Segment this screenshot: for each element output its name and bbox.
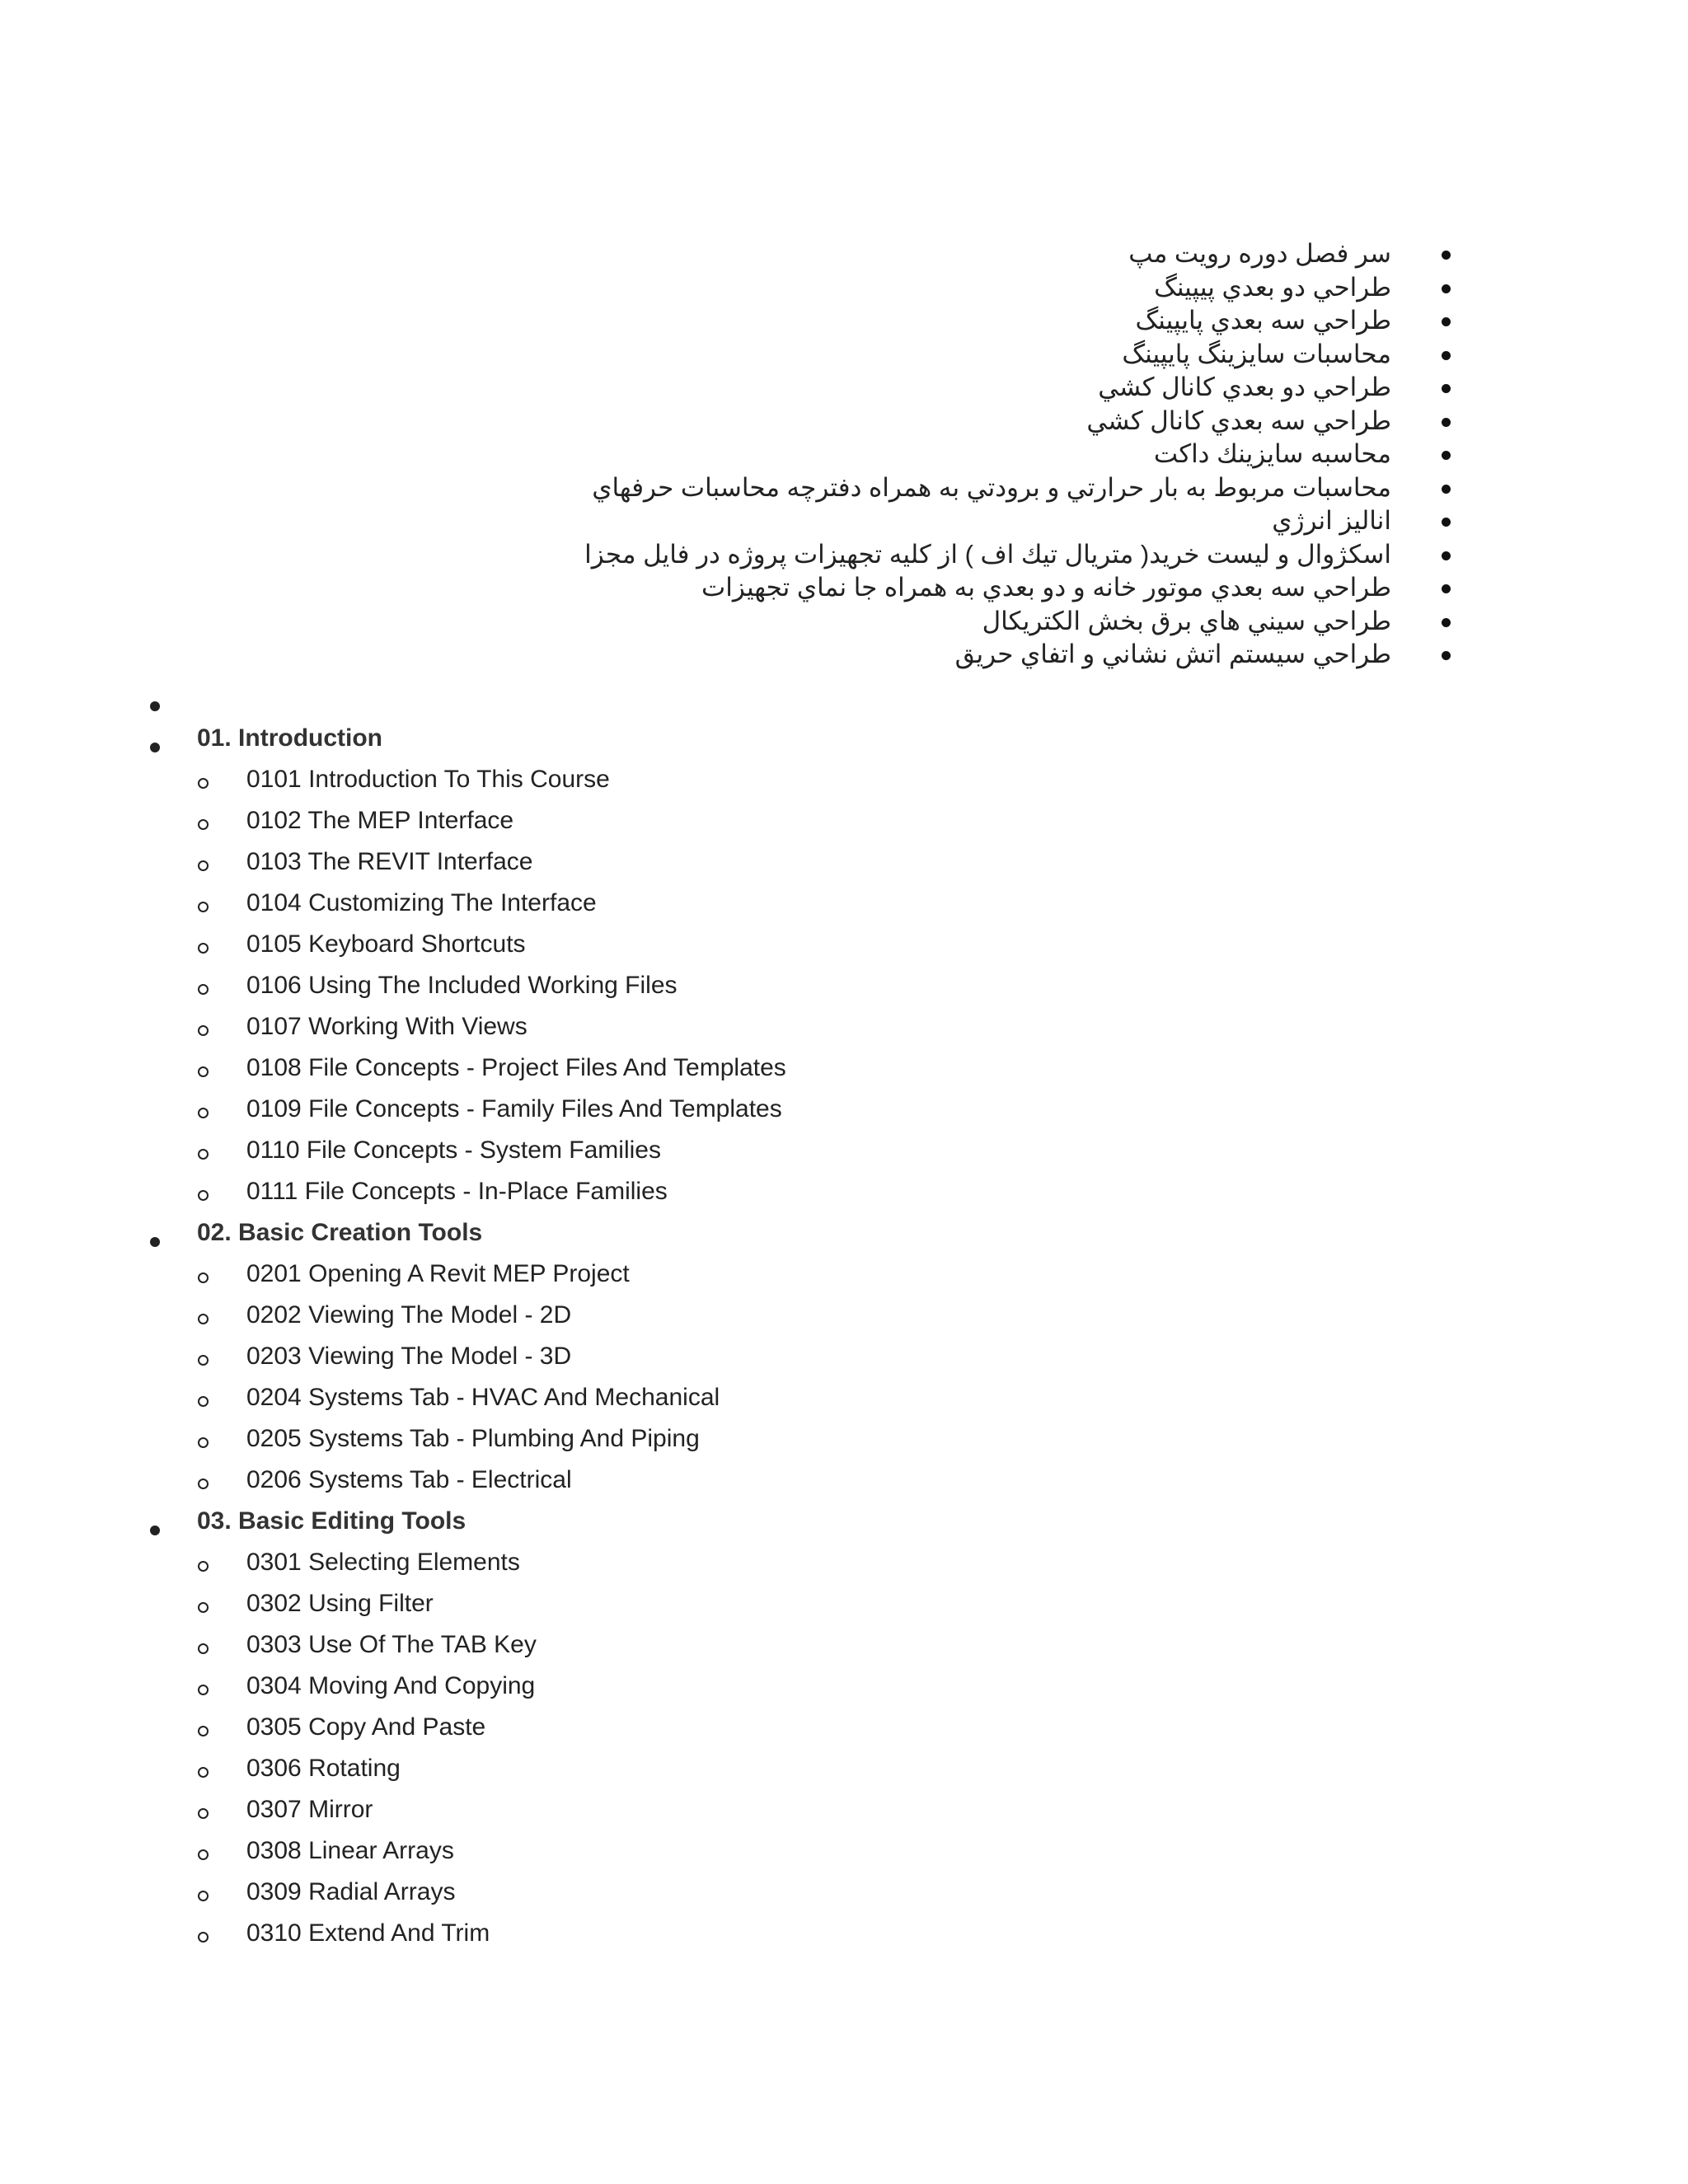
lesson-item (0, 1667, 1154, 1708)
persian-list-item (237, 271, 1391, 305)
hollow-bullet-icon (198, 1849, 209, 1860)
lesson-title: 0105 Keyboard Shortcuts (246, 930, 526, 958)
lesson-title: 0103 The REVIT Interface (246, 848, 533, 875)
bullet-dot-icon (1442, 584, 1451, 593)
course-section (0, 1214, 1154, 1502)
persian-list-item-text: محاسبات سايزينگ پايپينگ (1122, 339, 1391, 368)
lesson-item (0, 761, 1154, 802)
bullet-dot-icon (150, 1526, 160, 1535)
persian-list-item-text: طراحي سيستم اتش نشاني و اتفاي حريق (954, 640, 1391, 668)
persian-list-item-text: طراحي سه بعدي پايپينگ (1135, 306, 1391, 335)
bullet-dot-icon (1442, 284, 1451, 293)
bullet-dot-icon (1442, 618, 1451, 627)
section-title: 01. Introduction (197, 724, 382, 752)
lesson-item (0, 1873, 1154, 1915)
persian-list-item-text: اسكژوال و ليست خريد( متريال تيك اف ) از كليه تجهيزات پروژه در فايل مجزا (584, 539, 1391, 569)
hollow-bullet-icon (198, 943, 209, 954)
lesson-item (0, 1791, 1154, 1832)
lesson-item (0, 1461, 1154, 1502)
lesson-title: 0310 Extend And Trim (246, 1919, 490, 1947)
persian-list-item (237, 438, 1391, 471)
lesson-item (0, 843, 1154, 884)
section-heading (0, 719, 1154, 761)
persian-list-item (237, 338, 1391, 372)
persian-list-item (237, 304, 1391, 338)
hollow-bullet-icon (198, 1726, 209, 1736)
persian-list-item (237, 237, 1391, 271)
persian-list-item (237, 371, 1391, 405)
bullet-dot-icon (1442, 384, 1451, 393)
hollow-bullet-icon (198, 1314, 209, 1324)
hollow-bullet-icon (198, 984, 209, 995)
bullet-dot-icon (1442, 317, 1451, 326)
lesson-title: 0110 File Concepts - System Families (246, 1137, 661, 1164)
section-title: 02. Basic Creation Tools (197, 1219, 483, 1246)
lesson-item (0, 1750, 1154, 1791)
hollow-bullet-icon (198, 1025, 209, 1036)
persian-list-item (237, 638, 1391, 672)
lesson-title: 0205 Systems Tab - Plumbing And Piping (246, 1425, 700, 1452)
lesson-title: 0101 Introduction To This Course (246, 766, 610, 793)
hollow-bullet-icon (198, 860, 209, 871)
lesson-item (0, 1090, 1154, 1132)
hollow-bullet-icon (198, 1561, 209, 1572)
lesson-title: 0305 Copy And Paste (246, 1713, 486, 1741)
lesson-item (0, 884, 1154, 926)
lesson-item (0, 1173, 1154, 1214)
hollow-bullet-icon (198, 1066, 209, 1077)
lesson-item (0, 926, 1154, 967)
bullet-dot-icon (1442, 418, 1451, 427)
lesson-item (0, 1626, 1154, 1667)
hollow-bullet-icon (198, 1437, 209, 1448)
bullet-dot-icon (1442, 518, 1451, 527)
bullet-dot-icon (1442, 351, 1451, 360)
hollow-bullet-icon (198, 1602, 209, 1613)
hollow-bullet-icon (198, 1355, 209, 1366)
bullet-dot-icon (1442, 251, 1451, 260)
section-heading (0, 1214, 1154, 1255)
hollow-bullet-icon (198, 1891, 209, 1901)
bullet-dot-icon (1442, 551, 1451, 560)
lesson-title: 0306 Rotating (246, 1755, 401, 1782)
course-outline (0, 719, 1154, 1956)
hollow-bullet-icon (198, 819, 209, 830)
lesson-item (0, 1585, 1154, 1626)
lesson-item (0, 1008, 1154, 1049)
lesson-item (0, 1379, 1154, 1420)
lesson-item (0, 1255, 1154, 1296)
hollow-bullet-icon (198, 902, 209, 912)
persian-list-item-text: طراحي دو بعدي كانال كشي (1098, 373, 1391, 401)
persian-list-item-text: طراحي سه بعدي موتور خانه و دو بعدي به همراه جا نماي تجهيزات (701, 573, 1391, 602)
course-section (0, 1502, 1154, 1956)
lesson-title: 0309 Radial Arrays (246, 1878, 456, 1905)
hollow-bullet-icon (198, 1190, 209, 1201)
lesson-item (0, 967, 1154, 1008)
lesson-title: 0106 Using The Included Working Files (246, 972, 678, 999)
lesson-title: 0107 Working With Views (246, 1013, 528, 1040)
lesson-title: 0111 File Concepts - In-Place Families (246, 1178, 668, 1205)
hollow-bullet-icon (198, 1685, 209, 1695)
persian-list-item-text: محاسبه سايزينك داكت (1153, 439, 1391, 468)
hollow-bullet-icon (198, 1272, 209, 1283)
section-heading (0, 1502, 1154, 1544)
lesson-title: 0204 Systems Tab - HVAC And Mechanical (246, 1384, 720, 1411)
bullet-dot-icon (150, 1237, 160, 1247)
persian-list-item (237, 504, 1391, 538)
bullet-dot-icon (1442, 485, 1451, 494)
lesson-item (0, 802, 1154, 843)
hollow-bullet-icon (198, 1643, 209, 1654)
lesson-item (0, 1708, 1154, 1750)
lesson-title: 0301 Selecting Elements (246, 1549, 520, 1576)
hollow-bullet-icon (198, 1808, 209, 1819)
lesson-title: 0109 File Concepts - Family Files And Templates (246, 1095, 782, 1122)
empty-bullet (150, 701, 160, 711)
lesson-title: 0202 Viewing The Model - 2D (246, 1301, 572, 1329)
lesson-title: 0303 Use Of The TAB Key (246, 1631, 537, 1658)
persian-list-item-text: طراحي سيني هاي برق بخش الكتريكال (982, 606, 1391, 635)
lesson-item (0, 1049, 1154, 1090)
lesson-item (0, 1132, 1154, 1173)
hollow-bullet-icon (198, 1108, 209, 1118)
persian-list-item-text: طراحي سه بعدي كانال كشي (1086, 405, 1391, 435)
hollow-bullet-icon (198, 1396, 209, 1407)
persian-list-item (237, 405, 1391, 438)
course-section (0, 719, 1154, 1214)
lesson-title: 0102 The MEP Interface (246, 807, 514, 834)
lesson-title: 0302 Using Filter (246, 1590, 434, 1617)
lesson-item (0, 1296, 1154, 1338)
persian-list-item (237, 538, 1391, 572)
lesson-title: 0104 Customizing The Interface (246, 889, 597, 916)
persian-list-item (237, 571, 1391, 605)
bullet-dot-icon (1442, 651, 1451, 660)
lesson-item (0, 1915, 1154, 1956)
persian-list-item-text: محاسبات مربوط به بار حرارتي و برودتي به همراه دفترچه محاسبات حرفهاي (592, 472, 1391, 502)
lesson-item (0, 1832, 1154, 1873)
lesson-item (0, 1420, 1154, 1461)
persian-list-item (237, 471, 1391, 505)
persian-list-item-text: طراحي دو بعدي پيپينگ (1154, 272, 1391, 302)
persian-list-item-text: سر فصل دوره رويت مپ (1128, 239, 1391, 268)
lesson-title: 0308 Linear Arrays (246, 1837, 454, 1864)
bullet-dot-icon (150, 743, 160, 752)
lesson-title: 0307 Mirror (246, 1796, 373, 1823)
lesson-title: 0108 File Concepts - Project Files And Templates (246, 1054, 786, 1081)
lesson-item (0, 1544, 1154, 1585)
persian-list-item (237, 605, 1391, 639)
persian-list-item-text: اناليز انرژي (1272, 506, 1391, 535)
hollow-bullet-icon (198, 778, 209, 789)
section-title: 03. Basic Editing Tools (197, 1507, 467, 1535)
bullet-dot-icon (1442, 451, 1451, 460)
lesson-title: 0206 Systems Tab - Electrical (246, 1466, 572, 1493)
hollow-bullet-icon (198, 1479, 209, 1489)
lesson-title: 0304 Moving And Copying (246, 1672, 536, 1699)
hollow-bullet-icon (198, 1149, 209, 1160)
lesson-title: 0203 Viewing The Model - 3D (246, 1343, 572, 1370)
persian-bullet-list (237, 237, 1391, 672)
lesson-item (0, 1338, 1154, 1379)
hollow-bullet-icon (198, 1932, 209, 1943)
lesson-title: 0201 Opening A Revit MEP Project (246, 1260, 630, 1287)
hollow-bullet-icon (198, 1767, 209, 1778)
